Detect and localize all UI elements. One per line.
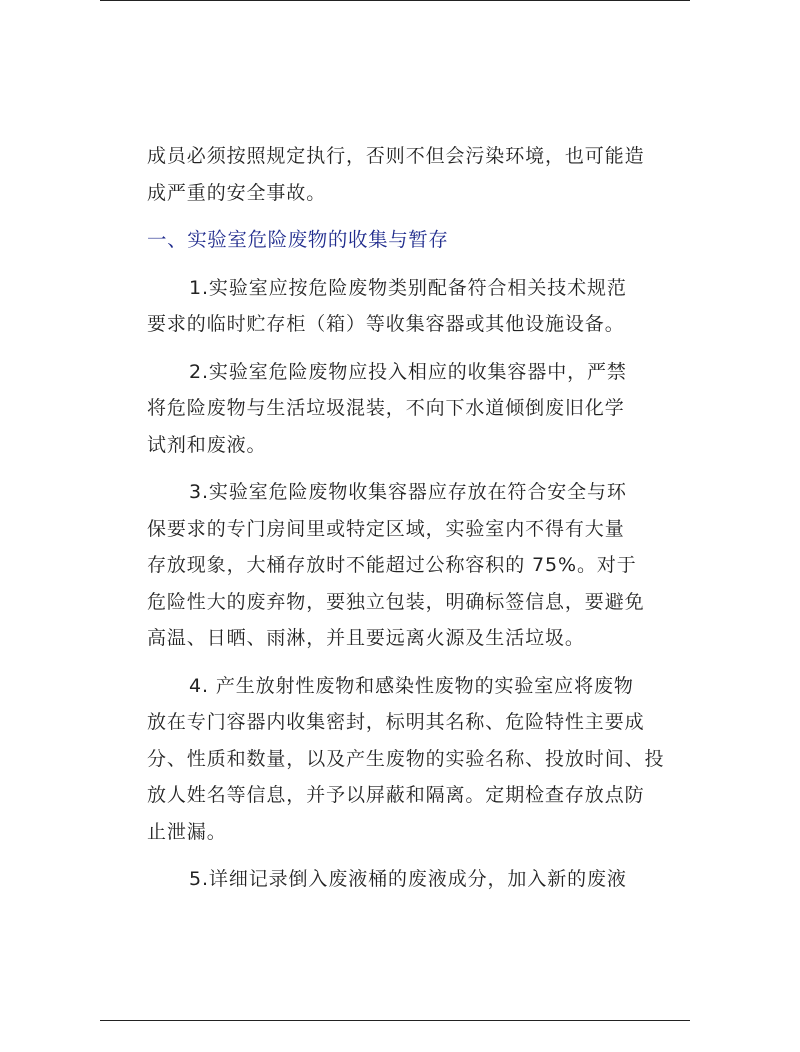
bottom-rule [100,1020,690,1021]
paragraph-line: 危险性大的废弃物，要独立包装，明确标签信息，要避免 [147,590,645,613]
paragraph-line: 1.实验室应按危险废物类别配备符合相关技术规范 [189,276,627,299]
paragraph-1 [147,270,667,343]
paragraph-line: 止泄漏。 [147,820,227,843]
paragraph-line: 放在专门容器内收集密封，标明其名称、危险特性主要成 [147,711,645,733]
paragraph-line: 高温、日晒、雨淋，并且要远离火源及生活垃圾。 [147,627,585,649]
paragraph-5 [147,861,667,898]
paragraph-line: 要求的临时贮存柜（箱）等收集容器或其他设施设备。 [147,313,625,335]
paragraph-3 [147,474,667,657]
top-rule [100,0,690,1]
paragraph-line: 分、性质和数量，以及产生废物的实验名称、投放时间、投 [147,747,665,770]
paragraph-line: 存放现象，大桶存放时不能超过公称容积的 75%。对于 [147,554,637,576]
section-heading: 一、实验室危险废物的收集与暂存 [147,228,449,251]
paragraph-line: 将危险废物与生活垃圾混装，不向下水道倾倒废旧化学 [147,397,625,419]
paragraph-line: 3.实验室危险废物收集容器应存放在符合安全与环 [189,481,627,503]
paragraph-line: 5.详细记录倒入废液桶的废液成分，加入新的废液 [189,868,627,890]
paragraph-line: 试剂和废液。 [147,433,267,456]
intro-line: 成严重的安全事故。 [147,181,327,204]
intro-line: 成员必须按照规定执行，否则不但会污染环境，也可能造 [147,145,645,167]
paragraph-line: 2.实验室危险废物应投入相应的收集容器中，严禁 [189,360,627,383]
page-body [147,138,667,898]
paragraph-line: 4. 产生放射性废物和感染性废物的实验室应将废物 [189,674,634,697]
paragraph-2 [147,354,667,464]
paragraph-line: 保要求的专门房间里或特定区域，实验室内不得有大量 [147,517,625,540]
paragraph-line: 放人姓名等信息，并予以屏蔽和隔离。定期检查存放点防 [147,784,645,806]
paragraph-4 [147,668,667,851]
